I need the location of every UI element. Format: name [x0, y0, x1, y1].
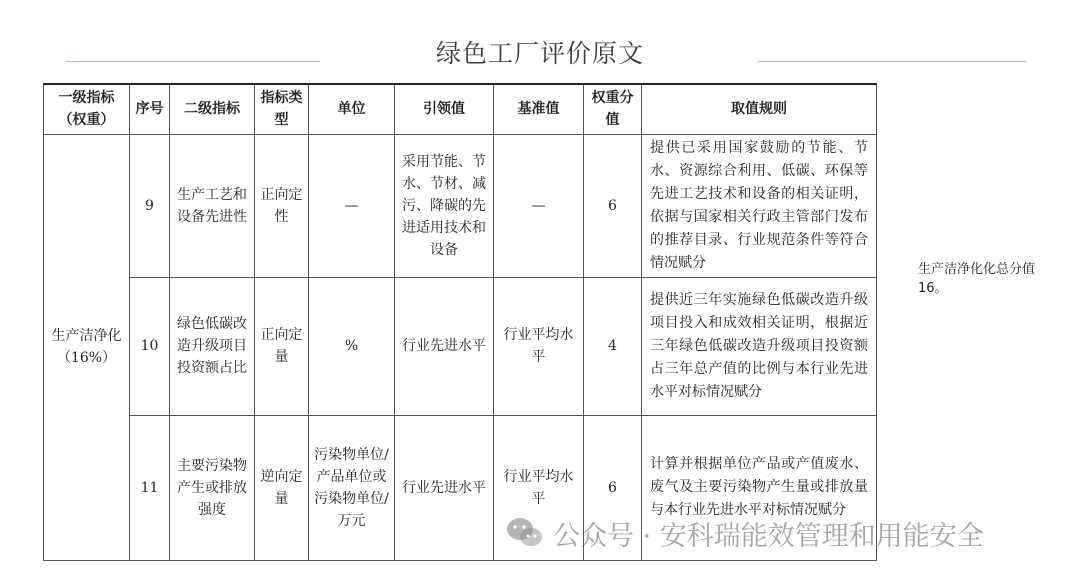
weight-score: 4	[584, 277, 642, 415]
scoring-rule: 计算并根据单位产品或产值废水、废气及主要污染物产生量或排放量与本行业先进水平对标情况赋分	[642, 415, 877, 560]
header-cell: 序号	[130, 84, 170, 134]
header-cell: 基准值	[494, 84, 584, 134]
header-cell: 单位	[309, 84, 395, 134]
leading-value: 行业先进水平	[395, 415, 494, 560]
weight-score: 6	[584, 134, 642, 277]
scoring-rule: 提供近三年实施绿色低碳改造升级项目投入和成效相关证明，根据近三年绿色低碳改造升级项目投资额占三年总产值的比例与本行业先进水平对标情况赋分	[642, 277, 877, 415]
watermark-text: 公众号 · 安科瑞能效管理和用能安全	[553, 520, 984, 552]
evaluation-table	[43, 83, 877, 561]
header-cell: 二级指标	[170, 84, 255, 134]
header-cell: 权重分值	[584, 84, 642, 134]
indicator-type: 正向定量	[255, 277, 309, 415]
header-cell: 一级指标（权重）	[44, 84, 130, 134]
table-row	[44, 134, 877, 277]
watermark	[505, 513, 984, 553]
evaluation-table-container	[43, 83, 876, 561]
unit-cell: —	[309, 134, 395, 277]
header-cell: 指标类型	[255, 84, 309, 134]
page-title: 绿色工厂评价原文	[435, 39, 644, 68]
row-number: 11	[130, 415, 170, 560]
row-number: 10	[130, 277, 170, 415]
indicator-name: 生产工艺和设备先进性	[170, 134, 255, 277]
baseline-value: 行业平均水平	[494, 277, 584, 415]
weight-score: 6	[584, 415, 642, 560]
table-header-row	[44, 84, 877, 134]
row-number: 9	[130, 134, 170, 277]
header-cell: 取值规则	[642, 84, 877, 134]
indicator-name: 主要污染物产生或排放强度	[170, 415, 255, 560]
baseline-value: —	[494, 134, 584, 277]
scoring-rule: 提供已采用国家鼓励的节能、节水、资源综合利用、低碳、环保等先进工艺技术和设备的相关证明，依据与国家相关行政主管部门发布的推荐目录、行业规范条件等符合情况赋分	[642, 134, 877, 277]
header-cell: 引领值	[395, 84, 494, 134]
unit-cell: 污染物单位/产品单位或污染物单位/万元	[309, 415, 395, 560]
baseline-value: 行业平均水平	[494, 415, 584, 560]
unit-cell: %	[309, 277, 395, 415]
indicator-type: 正向定性	[255, 134, 309, 277]
leading-value: 采用节能、节水、节材、减污、降碳的先进适用技术和设备	[395, 134, 494, 277]
category-cell: 生产洁净化（16%）	[44, 134, 130, 560]
leading-value: 行业先进水平	[395, 277, 494, 415]
indicator-type: 逆向定量	[255, 415, 309, 560]
wechat-icon	[505, 515, 545, 551]
table-row	[44, 277, 877, 415]
indicator-name: 绿色低碳改造升级项目投资额占比	[170, 277, 255, 415]
side-note: 生产洁净化化总分值16。	[918, 262, 1036, 296]
